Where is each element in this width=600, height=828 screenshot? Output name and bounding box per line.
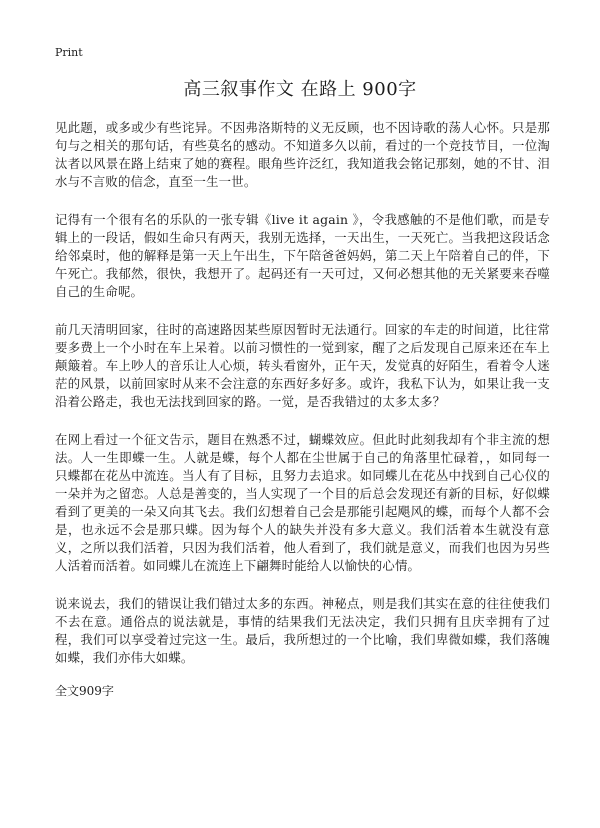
paragraph: 见此题，或多或少有些诧异。不因弗洛斯特的义无反顾，也不因诗歌的荡人心怀。只是那句与之相关的那句话，有些莫名的感动。不知道多久以前，看过的一个竞技节目，一位淘汰者以风景在路上结束了她的赛程。眼角些许泛红，我知道我会铭记那刻，她的不甘、泪水与不言败的信念，直至一生一世。 bbox=[55, 120, 550, 189]
paragraph: 前几天清明回家，往时的高速路因某些原因暂时无法通行。回家的车走的时间道，比往常要多费上一个小时在车上呆着。以前习惯性的一觉到家，醒了之后发现自己原来还在车上颠簸着。车上吵人的音乐让人心烦，转头看窗外，正午天，发觉真的好陌生，看着令人迷茫的风景，以前回家时从来不会注意的东西好多好多。或许，我私下认为，如果让我一支沿着公路走，我也无法找到回家的路。一觉，是否我错过的太多太多？ bbox=[55, 322, 550, 409]
article-title: 高三叙事作文 在路上 900字 bbox=[183, 79, 417, 100]
print-link[interactable]: Print bbox=[55, 46, 83, 59]
paragraph: 记得有一个很有名的乐队的一张专辑《live it again 》，令我感触的不是他们歌，而是专辑上的一段话，假如生命只有两天，我别无选择，一天出生，一天死亡。当我把这段话念给邻桌时，他的解释是第一天上午出生，下午陪爸爸妈妈，第二天上午陪着自己的伴，下午死亡。我郁然，很快，我想开了。起码还有一天可过，又何必想其他的无关紧要来吞噬自己的生命呢。 bbox=[55, 212, 550, 299]
paragraph: 说来说去，我们的错误让我们错过太多的东西。神秘点，则是我们其实在意的往往使我们不去在意。通俗点的说法就是，事情的结果我们无法决定，我们只拥有且庆幸拥有了过程，我们可以享受着过完这一生。最后，我所想过的一个比喻，我们卑微如蝶，我们落魄如蝶，我们亦伟大如蝶。 bbox=[55, 596, 550, 665]
paragraph: 在网上看过一个征文告示，题目在熟悉不过，蝴蝶效应。但此时此刻我却有个非主流的想法。人一生即蝶一生。人就是蝶，每个人都在尘世属于自己的角落里忙碌着，，如同每一只蝶都在花丛中流连。当人有了目标，且努力去追求。如同蝶儿在花丛中找到自己心仪的一朵并为之留恋。人总是善变的，当人实现了一个目的后总会发现还有新的目标，好似蝶看到了更美的一朵又向其飞去。我们幻想着自己会是那能引起飓风的蝶，而每个人都不会是，也永远不会是那只蝶。因为每个人的缺失并没有多大意义。我们活着本生就没有意义，之所以我们活着，只因为我们活着，他人看到了，我们就是意义，而我们也因为另些人活着而活着。如同蝶儿在流连上下翩舞时能给人以愉快的心情。 bbox=[55, 432, 550, 573]
word-count: 全文909字 bbox=[55, 684, 114, 698]
article-body bbox=[55, 119, 550, 687]
